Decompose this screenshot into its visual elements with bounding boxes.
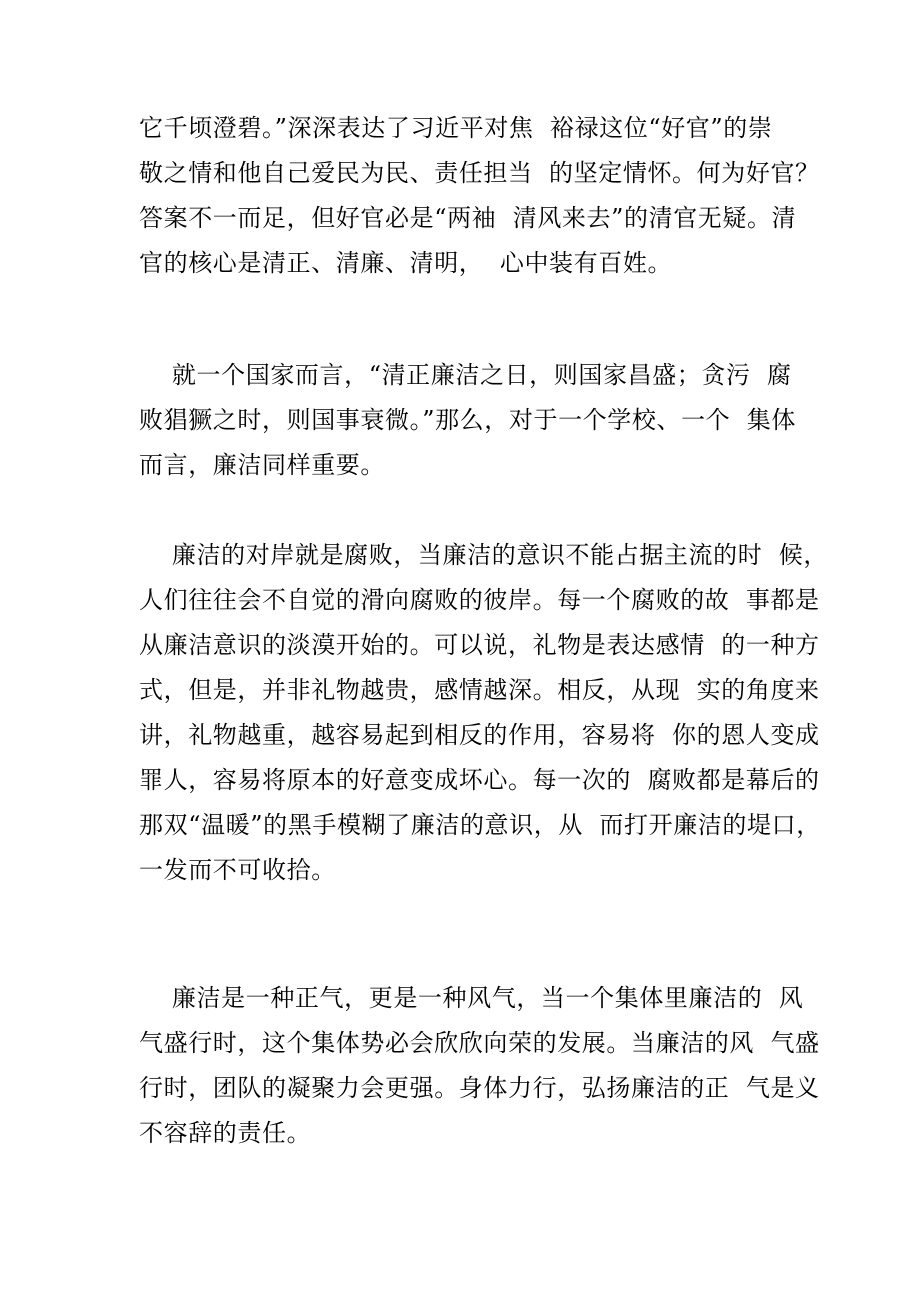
text-line: 罪人，容易将原本的好意变成坏心。每一次的 腐败都是幕后的 — [139, 766, 820, 794]
text-line: 败猖獗之时，则国事衰微。”那么，对于一个学校、一个 集体 — [139, 406, 796, 434]
text-line: 那双“温暖”的黑手模糊了廉洁的意识，从 而打开廉洁的堤口， — [139, 811, 821, 839]
text-line: 就一个国家而言，“清正廉洁之日，则国家昌盛；贪污 腐 — [139, 361, 792, 389]
text-line: 从廉洁意识的淡漠开始的。可以说，礼物是表达感情 的一种方 — [139, 631, 820, 659]
text-line: 气盛行时，这个集体势必会欣欣向荣的发展。当廉洁的风 气盛 — [139, 1029, 820, 1057]
text-line: 不容辞的责任。 — [139, 1119, 312, 1147]
paragraph-1 — [139, 106, 820, 286]
text-line: 人们往往会不自觉的滑向腐败的彼岸。每一个腐败的故 事都是 — [139, 586, 820, 614]
text-line: 敬之情和他自己爱民为民、责任担当 的坚定情怀。何为好官？ — [139, 159, 820, 187]
text-line: 而言，廉洁同样重要。 — [139, 451, 385, 479]
text-line: 廉洁的对岸就是腐败，当廉洁的意识不能占据主流的时 候， — [139, 541, 828, 569]
text-line: 官的核心是清正、清廉、清明， 心中装有百姓。 — [139, 249, 673, 277]
text-line: 它千顷澄碧。”深深表达了习近平对焦 裕禄这位“好官”的崇 — [139, 114, 773, 142]
text-line: 一发而不可收拾。 — [139, 856, 336, 884]
text-line: 廉洁是一种正气，更是一种风气，当一个集体里廉洁的 风 — [139, 984, 804, 1012]
text-line: 答案不一而足，但好官必是“两袖 清风来去”的清官无疑。清 — [139, 204, 797, 232]
text-line: 式，但是，并非礼物越贵，感情越深。相反，从现 实的角度来 — [139, 676, 820, 704]
text-line: 讲，礼物越重，越容易起到相反的作用，容易将 你的恩人变成 — [139, 721, 820, 749]
paragraph-3 — [139, 533, 828, 893]
paragraph-2 — [139, 353, 799, 488]
text-line: 行时，团队的凝聚力会更强。身体力行，弘扬廉洁的正 气是义 — [139, 1074, 820, 1102]
paragraph-4 — [139, 976, 820, 1156]
